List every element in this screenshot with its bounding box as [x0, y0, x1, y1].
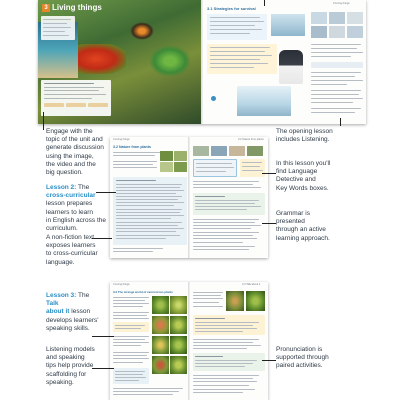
phrase-box — [113, 322, 149, 332]
connector-detective — [262, 173, 276, 174]
language-detective-box — [193, 159, 237, 177]
lesson2-title: 3.2 Nature from plants — [113, 145, 151, 149]
opener-frog-photo — [76, 44, 126, 74]
unit-title: Living things — [52, 3, 102, 12]
useful-language-box — [193, 315, 265, 335]
spread-lesson-2 — [110, 137, 268, 258]
vocab-box — [207, 44, 277, 74]
callout-pronunciation: Pronunciation is supported through paired activities. — [276, 346, 329, 370]
carnivorous-plant-photo-2 — [170, 296, 187, 314]
carnivorous-plant-photo-4 — [170, 316, 187, 334]
lesson2-label: Lesson 2: — [46, 184, 77, 191]
lesson2-left-page — [110, 137, 189, 258]
lesson2-left-header: 3 Living things — [113, 138, 130, 141]
carnivorous-plant-photo-7 — [152, 356, 169, 374]
big-question-box — [41, 80, 111, 116]
animal-grid-1 — [311, 12, 327, 24]
lesson2-right-photo-1 — [193, 146, 209, 156]
pronunciation-box — [193, 353, 265, 371]
speaking-tip-box — [113, 368, 149, 384]
opener-right-page — [203, 0, 366, 124]
animal-grid-2 — [329, 12, 345, 24]
plants-photo-4 — [174, 162, 187, 172]
unit-number: 3 — [42, 4, 50, 12]
reading-text-box — [113, 177, 187, 245]
animal-grid-6 — [347, 26, 363, 38]
lesson3-right-header: 3.3 Talk about it — [242, 283, 261, 286]
connector-listening — [92, 368, 114, 369]
animal-grid-5 — [329, 26, 345, 38]
connector-pronunciation — [262, 360, 276, 361]
lesson-list-box — [41, 16, 75, 40]
opener-chameleon-photo — [150, 46, 190, 76]
intro-box — [207, 14, 267, 40]
penguin-swim-photo — [271, 14, 305, 36]
plants-photo-1 — [160, 151, 173, 161]
callout-nonfiction: A non-fiction text exposes learners to cross-curricular language. — [46, 234, 98, 266]
lesson2-right-page — [190, 137, 268, 258]
lesson3-left-header: 3 Living things — [113, 283, 130, 286]
plants-photo-2 — [174, 151, 187, 161]
spread-lesson-3 — [110, 282, 268, 400]
audio-icon — [211, 96, 216, 101]
callout-listening: Listening models and speaking tips help provide scaffolding for speaking. — [46, 346, 95, 386]
lesson2-right-photo-2 — [211, 146, 227, 156]
opener-butterfly-photo — [130, 22, 154, 40]
spread-unit-opener — [38, 0, 366, 124]
animal-grid-4 — [311, 26, 327, 38]
connector-lesson3 — [92, 336, 114, 337]
lesson3-right-page — [190, 282, 268, 400]
lesson-3-1-title: 3.1 Strategies for survival — [207, 6, 256, 11]
talk-photo-2 — [246, 291, 265, 311]
carnivorous-plant-photo-6 — [170, 336, 187, 354]
grammar-box — [193, 193, 265, 215]
connector-top-right — [264, 0, 265, 6]
key-words-box — [240, 159, 265, 177]
opener-right-header: 3 Living things — [333, 2, 350, 5]
animal-grid-3 — [347, 12, 363, 24]
penguins-photo — [279, 50, 303, 84]
opener-left-page — [38, 0, 202, 124]
lesson2-right-header: 3.2 Nature from plants — [238, 138, 264, 141]
lesson2-right-photo-4 — [247, 146, 263, 156]
carnivorous-plant-photo-8 — [170, 356, 187, 374]
callout-opening-lesson: The opening lesson includes Listening. — [276, 128, 333, 144]
carnivorous-plant-photo-3 — [152, 316, 169, 334]
connector-opening — [340, 118, 341, 126]
callout-engage: Engage with the topic of the unit and generate discussion using the image, the video and the big question. — [46, 128, 104, 177]
lesson3-label: Lesson 3: — [46, 292, 77, 299]
callout-grammar: Grammar is presented through an active learning approach. — [276, 210, 330, 242]
talk-photo-1 — [226, 291, 244, 311]
callout-lesson3: Lesson 3: The Talk about it lesson develops learners' speaking skills. — [46, 292, 99, 332]
carnivorous-plant-photo-1 — [152, 296, 169, 314]
ice-photo — [237, 86, 291, 116]
carnivorous-plant-photo-5 — [152, 336, 169, 354]
connector-engage — [43, 112, 44, 130]
lesson3-title: 3.3 The strange world of carnivorous plants — [113, 290, 173, 294]
lesson3-left-page — [110, 282, 189, 400]
connector-grammar — [262, 223, 276, 224]
callout-detective: In this lesson you'll find Language Detective and Key Words boxes. — [276, 160, 331, 192]
key-words-strip — [311, 62, 363, 68]
callout-lesson2: Lesson 2: The cross-curricular lesson prepares learners to learn in English across the curriculum. — [46, 184, 106, 233]
plants-photo-3 — [160, 162, 173, 172]
lesson2-right-photo-3 — [229, 146, 245, 156]
